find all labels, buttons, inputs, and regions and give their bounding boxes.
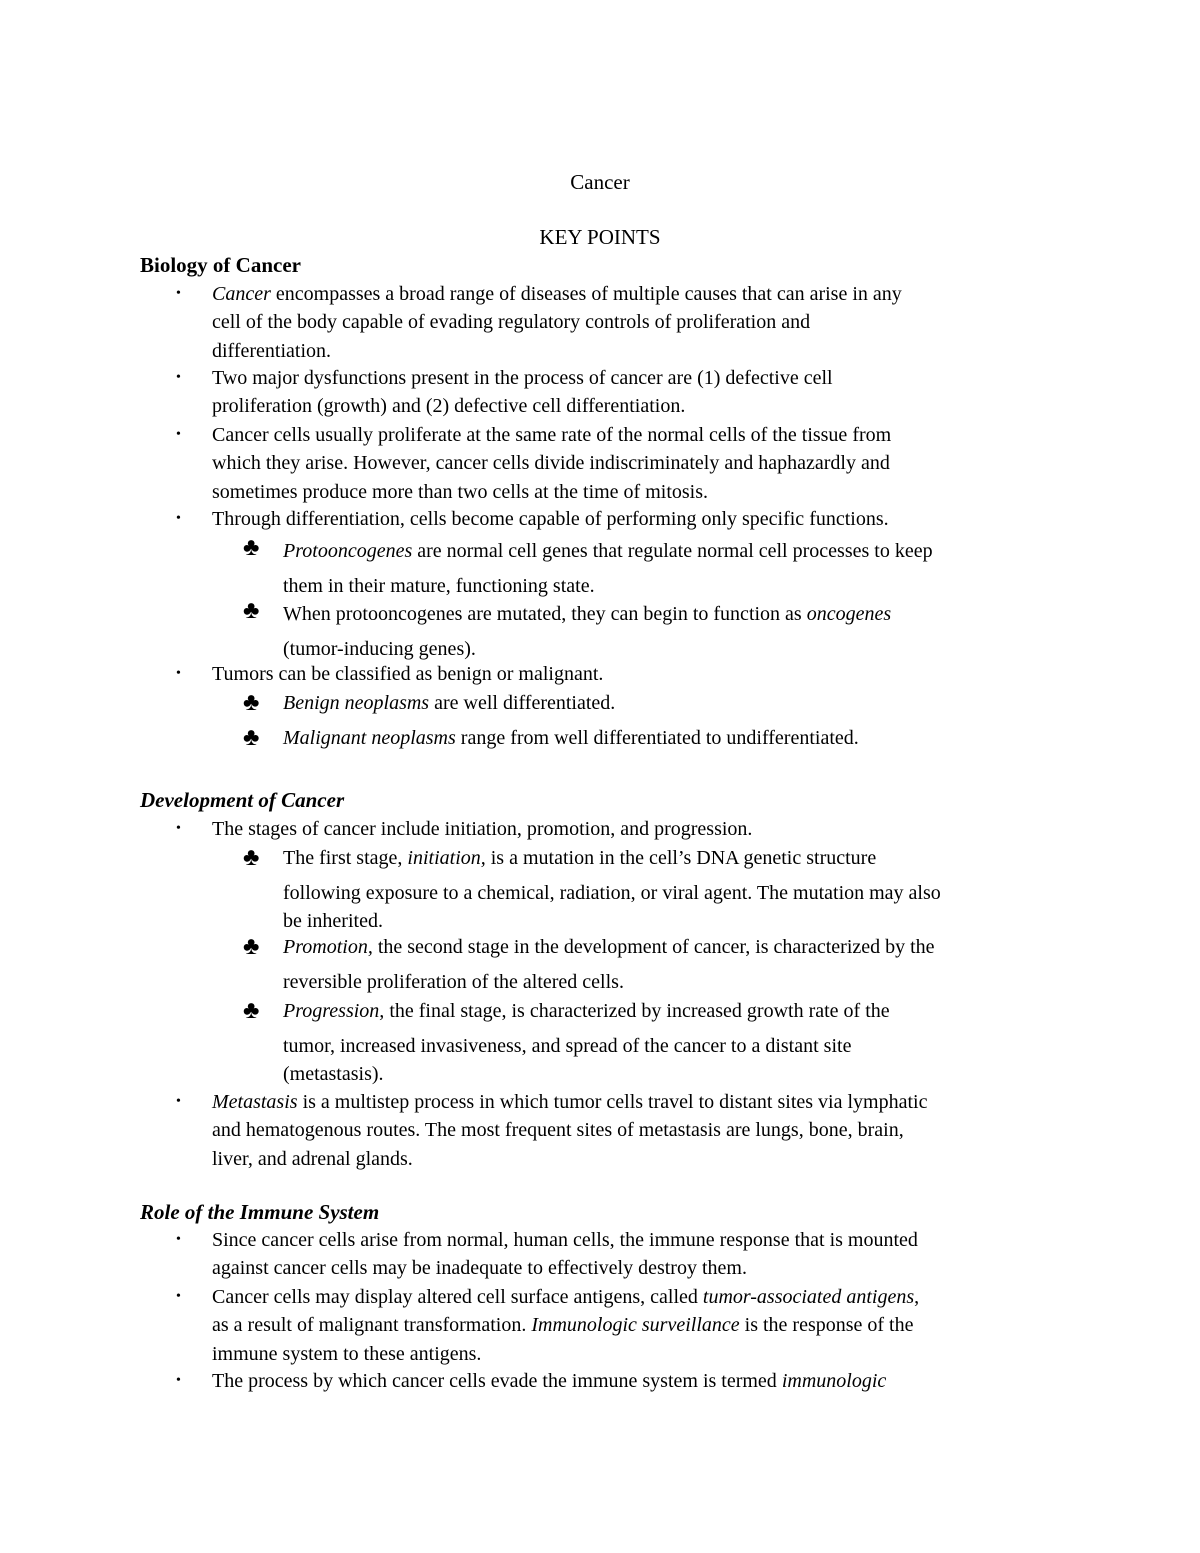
item-text: differentiation. xyxy=(212,339,332,362)
item-text: immune system to these antigens. xyxy=(212,1342,482,1365)
club-marker: ♣ xyxy=(243,844,260,871)
item-text: sometimes produce more than two cells at the time of mitosis. xyxy=(212,480,709,503)
list-item xyxy=(212,1367,886,1395)
list-item xyxy=(283,534,933,604)
term: initiation, xyxy=(407,847,486,869)
term: Immunologic surveillance xyxy=(531,1314,740,1337)
list-item xyxy=(283,997,890,1089)
club-marker: ♣ xyxy=(243,997,260,1024)
item-text: the final stage, is characterized by increased growth rate of the xyxy=(384,1000,890,1022)
item-text: Since cancer cells arise from normal, human cells, the immune response that is mounted xyxy=(212,1229,918,1251)
item-line xyxy=(283,933,935,968)
item-text: as a result of malignant transformation. xyxy=(212,1314,532,1337)
item-text: following exposure to a chemical, radiation, or viral agent. The mutation may also xyxy=(283,882,941,904)
item-text: cell of the body capable of evading regulatory controls of proliferation and xyxy=(212,311,811,334)
list-item xyxy=(283,724,859,752)
club-marker: ♣ xyxy=(243,597,260,624)
item-text: are normal cell genes that regulate normal cell processes to keep xyxy=(412,540,933,562)
item-text: proliferation (growth) and (2) defective cell differentiation. xyxy=(212,395,686,418)
bullet-marker: • xyxy=(176,370,181,385)
item-text: which they arise. However, cancer cells divide indiscriminately and haphazardly and xyxy=(212,452,890,475)
item-text: Tumors can be classified as benign or malignant. xyxy=(212,663,604,685)
section-heading-immune: Role of the Immune System xyxy=(140,1200,380,1224)
item-text: is a multistep process in which tumor cells travel to distant sites via lymphatic xyxy=(297,1091,928,1113)
item-text: are well differentiated. xyxy=(429,692,616,714)
club-marker: ♣ xyxy=(243,689,260,716)
item-line xyxy=(283,997,890,1032)
item-text: the second stage in the development of cancer, is characterized by the xyxy=(372,936,935,958)
term: Progression, xyxy=(283,1000,385,1022)
item-text: against cancer cells may be inadequate to effectively destroy them. xyxy=(212,1257,747,1280)
item-text: The process by which cancer cells evade the immune system is termed xyxy=(212,1370,782,1392)
item-text: is the response of the xyxy=(739,1314,914,1337)
term: Benign neoplasms xyxy=(283,692,430,714)
document-subtitle: KEY POINTS xyxy=(539,225,661,249)
bullet-marker: • xyxy=(176,286,181,301)
list-item xyxy=(212,1283,919,1368)
item-text: , xyxy=(914,1286,920,1308)
item-line xyxy=(212,1311,919,1339)
item-text: Cancer cells may display altered cell surface antigens, called xyxy=(212,1286,703,1308)
list-item xyxy=(212,505,889,533)
term: Protooncogenes xyxy=(283,540,413,562)
term: immunologic xyxy=(781,1370,887,1392)
item-text: The first stage, xyxy=(283,847,408,869)
list-item xyxy=(212,364,833,421)
item-text: range from well differentiated to undifferentiated. xyxy=(455,727,859,749)
bullet-marker: • xyxy=(176,1232,181,1247)
term: tumor-associated antigens xyxy=(702,1286,915,1308)
item-text: be inherited. xyxy=(283,910,383,933)
item-text: is a mutation in the cell’s DNA genetic structure xyxy=(485,847,877,869)
document-title: Cancer xyxy=(570,170,630,194)
term: Malignant neoplasms xyxy=(283,727,456,749)
item-text: (metastasis). xyxy=(283,1063,384,1086)
bullet-marker: • xyxy=(176,821,181,836)
section-heading-biology: Biology of Cancer xyxy=(140,253,301,277)
list-item xyxy=(212,1088,927,1173)
item-text: encompasses a broad range of diseases of multiple causes that can arise in any xyxy=(270,283,902,305)
item-text: and hematogenous routes. The most frequent sites of metastasis are lungs, bone, brain, xyxy=(212,1119,904,1142)
bullet-marker: • xyxy=(176,1373,181,1388)
club-marker: ♣ xyxy=(243,724,260,751)
list-item xyxy=(283,844,941,936)
bullet-marker: • xyxy=(176,1289,181,1304)
item-text: reversible proliferation of the altered cells. xyxy=(283,971,624,993)
item-text: Cancer cells usually proliferate at the same rate of the normal cells of the tissue from xyxy=(212,424,892,446)
list-item xyxy=(212,660,603,688)
bullet-marker: • xyxy=(176,666,181,681)
term: Promotion, xyxy=(283,936,373,958)
item-text: Through differentiation, cells become capable of performing only specific functions. xyxy=(212,508,889,530)
list-item xyxy=(283,597,891,667)
list-item xyxy=(212,815,752,843)
item-text: The stages of cancer include initiation, promotion, and progression. xyxy=(212,818,753,840)
item-text: When protooncogenes are mutated, they can begin to function as xyxy=(283,603,807,625)
bullet-marker: • xyxy=(176,1094,181,1109)
list-item xyxy=(212,421,891,506)
item-line xyxy=(283,844,941,879)
list-item xyxy=(212,1226,918,1283)
list-item xyxy=(283,689,615,717)
bullet-marker: • xyxy=(176,427,181,442)
club-marker: ♣ xyxy=(243,933,260,960)
list-item xyxy=(212,280,902,365)
section-heading-development: Development of Cancer xyxy=(140,788,345,812)
bullet-marker: • xyxy=(176,511,181,526)
term: Cancer xyxy=(212,283,271,305)
item-text: Two major dysfunctions present in the process of cancer are (1) defective cell xyxy=(212,367,833,389)
term: oncogenes xyxy=(806,603,892,625)
club-marker: ♣ xyxy=(243,534,260,561)
item-text: them in their mature, functioning state. xyxy=(283,575,595,597)
item-text: tumor, increased invasiveness, and spread of the cancer to a distant site xyxy=(283,1035,852,1057)
item-text: liver, and adrenal glands. xyxy=(212,1147,413,1170)
list-item xyxy=(283,933,935,996)
term: Metastasis xyxy=(212,1091,298,1113)
item-text: (tumor-inducing genes). xyxy=(283,638,476,660)
